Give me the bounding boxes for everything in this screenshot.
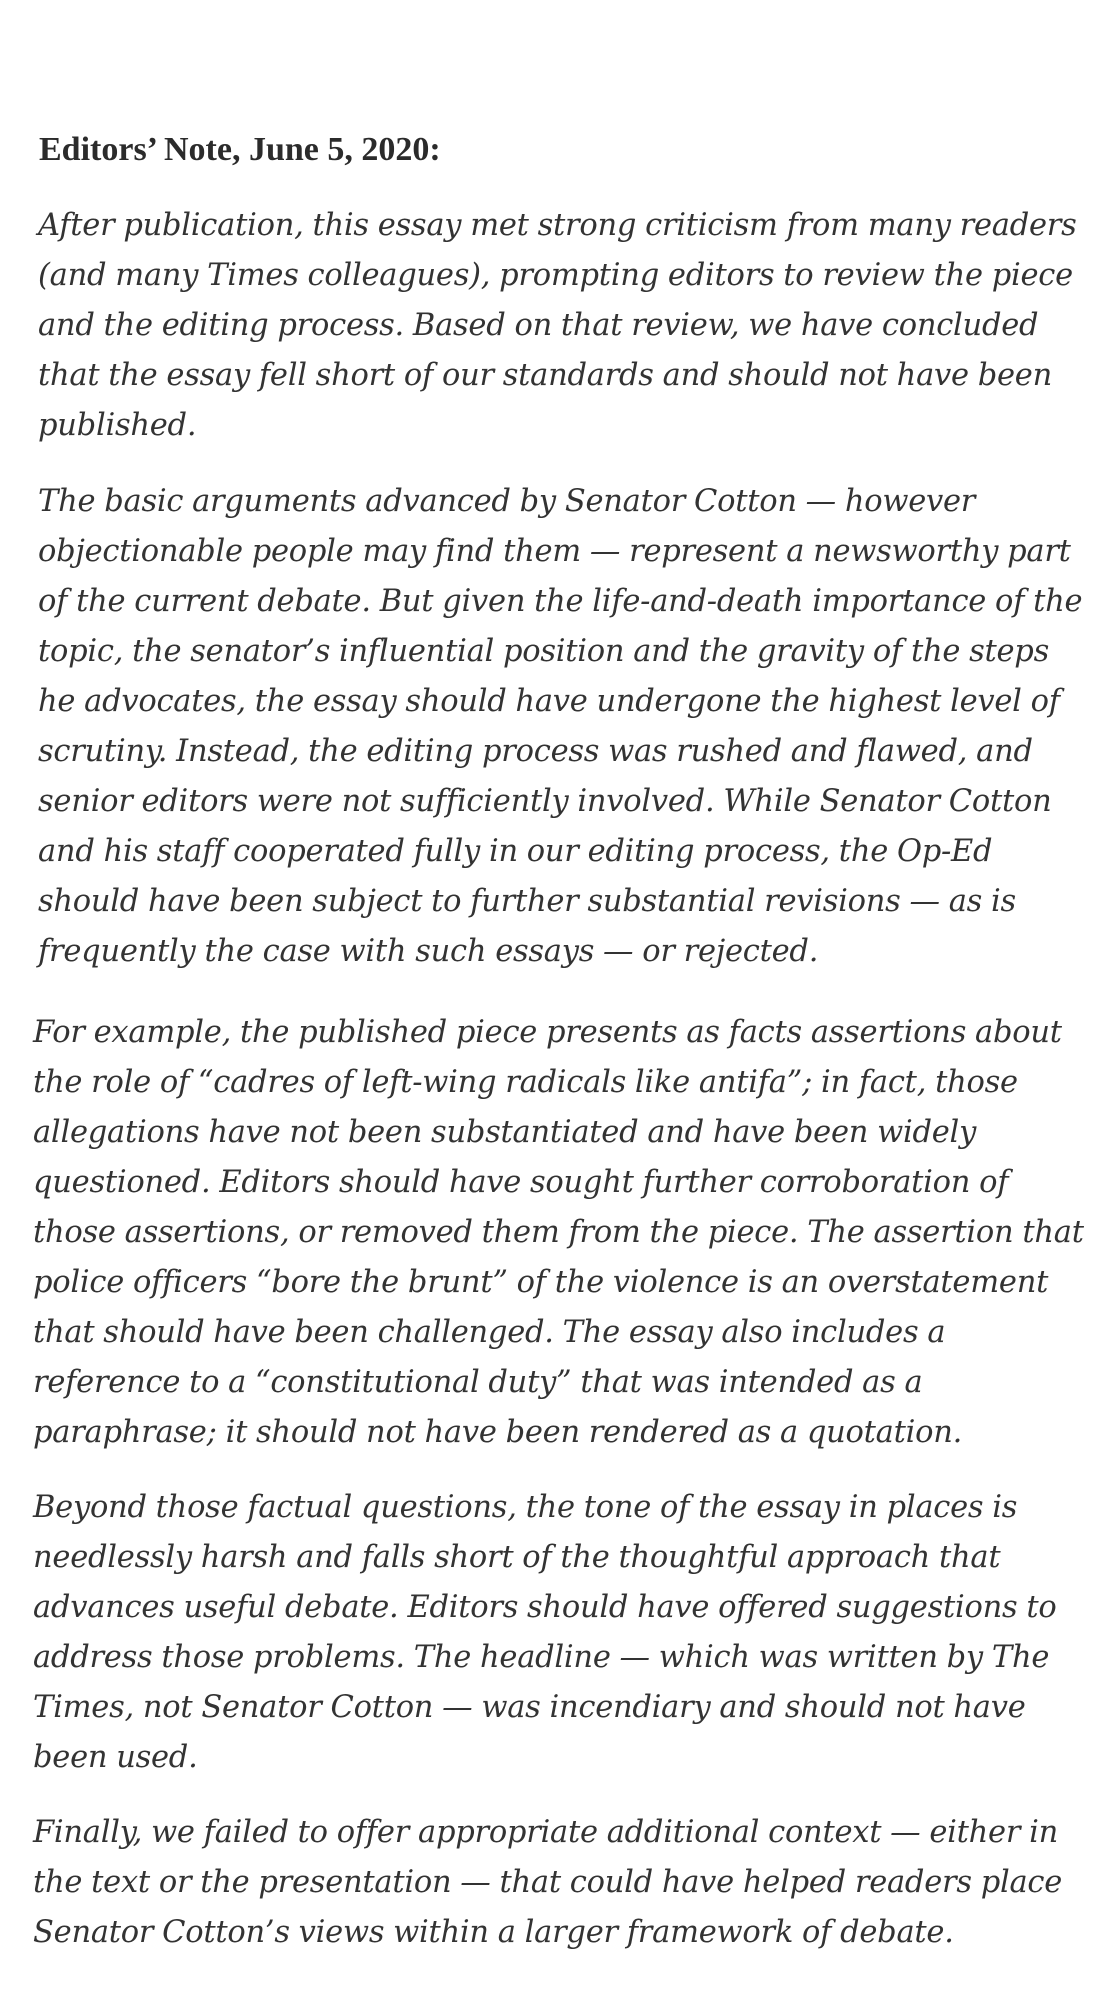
paragraph-line: been used. bbox=[33, 1740, 198, 1775]
paragraph-line: objectionable people may find them — represent a newsworthy part bbox=[38, 534, 1071, 569]
paragraph-line: questioned. Editors should have sought further corroboration of bbox=[33, 1165, 1009, 1200]
note-paragraph-1 bbox=[38, 201, 1078, 451]
paragraph-line: needlessly harsh and falls short of the thoughtful approach that bbox=[33, 1540, 1001, 1575]
paragraph-line: and the editing process. Based on that review, we have concluded bbox=[38, 308, 1039, 343]
paragraph-line: Senator Cotton’s views within a larger framework of debate. bbox=[33, 1915, 954, 1950]
paragraph-line: advances useful debate. Editors should have offered suggestions to bbox=[33, 1590, 1057, 1625]
paragraph-line: that should have been challenged. The essay also includes a bbox=[33, 1315, 946, 1350]
paragraph-line: address those problems. The headline — which was written by The bbox=[33, 1640, 1050, 1675]
paragraph-line: frequently the case with such essays — or rejected. bbox=[38, 934, 819, 969]
paragraph-line: Times, not Senator Cotton — was incendiary and should not have bbox=[33, 1690, 1026, 1725]
paragraph-line: senior editors were not sufficiently involved. While Senator Cotton bbox=[38, 784, 1052, 819]
paragraph-line: For example, the published piece presents as facts assertions about bbox=[33, 1015, 1062, 1050]
paragraph-line: (and many Times colleagues), prompting editors to review the piece bbox=[38, 258, 1073, 293]
editors-note-heading: Editors’ Note, June 5, 2020: bbox=[39, 131, 441, 168]
paragraph-line: the text or the presentation — that could have helped readers place bbox=[33, 1865, 1063, 1900]
paragraph-line: scrutiny. Instead, the editing process was rushed and flawed, and bbox=[38, 734, 1033, 769]
paragraph-line: The basic arguments advanced by Senator Cotton — however bbox=[38, 484, 976, 519]
paragraph-line: of the current debate. But given the life-and-death importance of the bbox=[38, 584, 1083, 619]
paragraph-line: reference to a “constitutional duty” that was intended as a bbox=[33, 1365, 923, 1400]
note-paragraph-5 bbox=[33, 1808, 1073, 1958]
paragraph-line: topic, the senator’s influential position and the gravity of the steps bbox=[38, 634, 1049, 669]
paragraph-line: that the essay fell short of our standards and should not have been bbox=[38, 358, 1052, 393]
paragraph-line: Beyond those factual questions, the tone of the essay in places is bbox=[33, 1490, 1018, 1525]
paragraph-line: Finally, we failed to offer appropriate additional context — either in bbox=[33, 1815, 1059, 1850]
paragraph-line: published. bbox=[38, 408, 197, 443]
paragraph-line: paraphrase; it should not have been rendered as a quotation. bbox=[33, 1415, 963, 1450]
note-paragraph-4 bbox=[33, 1483, 1073, 1783]
paragraph-line: police officers “bore the brunt” of the violence is an overstatement bbox=[33, 1265, 1049, 1300]
note-paragraph-2 bbox=[38, 477, 1083, 977]
paragraph-line: should have been subject to further substantial revisions — as is bbox=[38, 884, 1016, 919]
paragraph-line: After publication, this essay met strong criticism from many readers bbox=[38, 208, 1077, 243]
paragraph-line: allegations have not been substantiated and have been widely bbox=[33, 1115, 977, 1150]
paragraph-line: those assertions, or removed them from the piece. The assertion that bbox=[33, 1215, 1084, 1250]
paragraph-line: the role of “cadres of left-wing radicals like antifa”; in fact, those bbox=[33, 1065, 1018, 1100]
paragraph-line: he advocates, the essay should have undergone the highest level of bbox=[38, 684, 1060, 719]
note-paragraph-3 bbox=[33, 1008, 1084, 1458]
paragraph-line: and his staff cooperated fully in our editing process, the Op-Ed bbox=[38, 834, 993, 869]
